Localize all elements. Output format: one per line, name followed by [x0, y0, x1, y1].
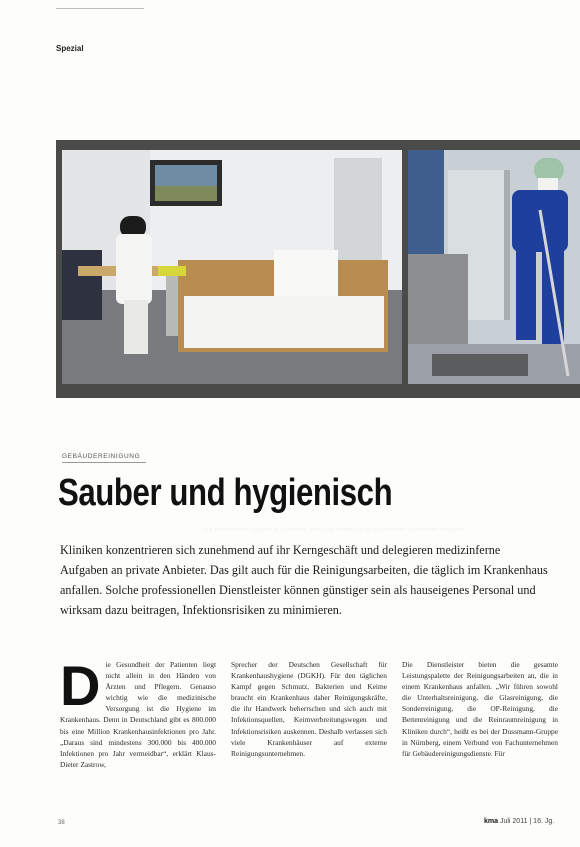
dropcap: D: [60, 654, 101, 717]
body-column-1: [60, 654, 216, 770]
photo-cleaning-operating-room: [408, 150, 580, 384]
body-column-3: Die Dienstleister bieten die gesamte Leistungspalette der Reinigungsarbeiten an, die in einem Krankenhaus anfallen. „Wir führen sowohl die Unterhaltsreinigung, die Glasreinigung, die Sonderreinigung, die OP-Reinigung, die Bettenreinigung und die Reinraumreinigung in Kliniken durch“, heißt es bei der Dussmann-Gruppe in Nürnberg, einem Verbund von Fachunternehmen für Gebäudereinigungsdienste. Für: [402, 660, 558, 758]
photo-cleaning-room-illustration: [62, 150, 402, 384]
magazine-name: kma: [484, 818, 499, 825]
photo-caption-lead: Kampf gegen das Unsichtbare:: [118, 527, 201, 533]
photo-cleaning-room: [62, 150, 402, 384]
article-rubric: GEBÄUDEREINIGUNG: [62, 453, 141, 460]
body-column-2: Sprecher der Deutschen Gesellschaft für Krankenhaushygiene (DGKH). Für den täglichen Kampf gegen Schmutz, Bakterien und Keime braucht ein Krankenhaus daher Reinigungskräfte, die ihr Handwerk beherrschen und sich auch mit Infektionsquellen, Keimverbreitungswegen und Infektionsrisiken auskennen. Deshalb verlassen sich viele Krankenhäuser auf externe Reinigungsunternehmen.: [231, 660, 387, 758]
top-rule: [56, 8, 144, 9]
article-body: [60, 654, 576, 809]
photo-cleaning-operating-room-illustration: [408, 150, 580, 384]
rubric-underline: [62, 462, 146, 463]
article-headline: Sauber und hygienisch: [58, 472, 393, 514]
magazine-issue: Juli 2011 | 16. Jg.: [499, 818, 555, 825]
photo-caption-text: Eine professionelle Hygiene ist so wertvoll, dass viele Kliniken sie an spezialisierte Dienstleister auslagern: [201, 527, 465, 533]
photo-caption: [118, 527, 580, 533]
section-label: Spezial: [56, 44, 84, 53]
body-column-1-text: ie Gesundheit der Patienten liegt nicht allein in den Händen von Ärzten und Pflegern. Genauso wichtig wie die medizinische Versorgung ist die Hygiene im Krankenhaus. Denn in Deutschland gibt es 800.000 bis eine Million Krankenhausinfektionen pro Jahr. „Daraus sind mindestens 300.000 bis 400.000 Infektionen pro Jahr vermeidbar“, erklärt Klaus-Dieter Zastrow,: [60, 660, 216, 769]
article-lead: Kliniken konzentrieren sich zunehmend auf ihr Kerngeschäft und delegieren medizinferne Aufgaben an private Anbieter. Das gilt auch für die Reinigungsarbeiten, die täglich im Krankenhaus anfallen. Solche professionellen Dienstleister können günstiger sein als hauseigenes Personal und wirksam dazu beitragen, Infektionsrisiken zu minimieren.: [60, 543, 548, 617]
magazine-footer: [484, 818, 554, 825]
page-number: 38: [58, 820, 65, 826]
